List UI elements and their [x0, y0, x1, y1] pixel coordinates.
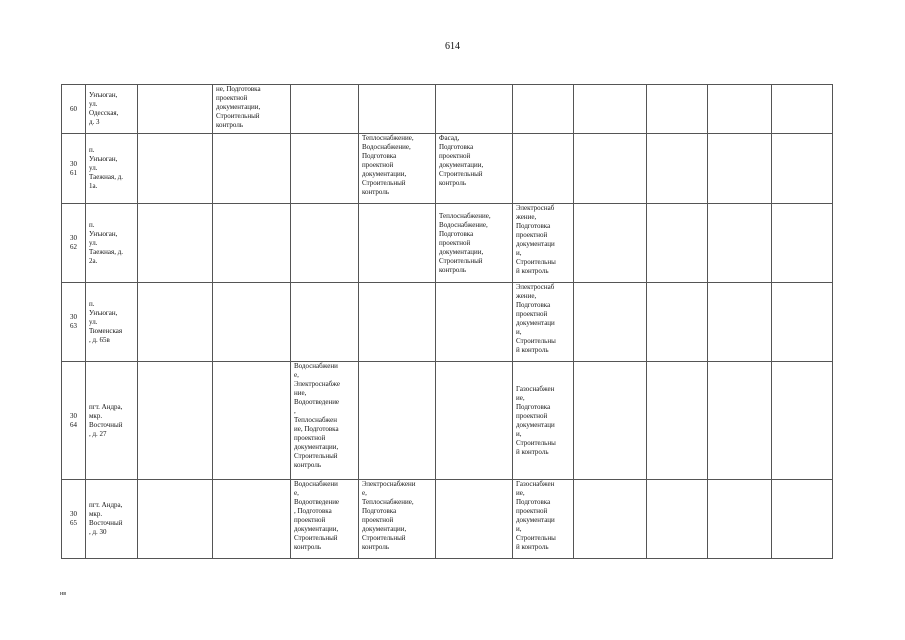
- work-type-cell: [708, 480, 772, 559]
- address-cell: п. Унъюган, ул. Таежная, д. 2а.: [86, 204, 138, 283]
- row-number-cell: 30 64: [62, 362, 86, 480]
- work-type-cell: [574, 283, 647, 362]
- work-type-cell: [513, 134, 574, 204]
- work-type-cell: Электроснабжени е, Теплоснабжение, Подготовка проектной документации, Строительный контроль: [359, 480, 436, 559]
- work-type-cell: [647, 362, 708, 480]
- work-type-cell: [213, 134, 291, 204]
- table-row: [62, 85, 833, 134]
- work-type-cell: [647, 85, 708, 134]
- footer-mark: нв: [60, 591, 67, 597]
- row-number-cell: 60: [62, 85, 86, 134]
- work-type-cell: [647, 134, 708, 204]
- work-type-cell: Газоснабжен ие, Подготовка проектной документаци и, Строительны й контроль: [513, 480, 574, 559]
- work-type-cell: [213, 480, 291, 559]
- page-number: 614: [445, 41, 460, 52]
- row-number-cell: 30 62: [62, 204, 86, 283]
- row-number-cell: 30 63: [62, 283, 86, 362]
- work-type-cell: [772, 362, 833, 480]
- table-row: [62, 480, 833, 559]
- work-type-cell: Газоснабжен ие, Подготовка проектной документаци и, Строительны й контроль: [513, 362, 574, 480]
- work-type-cell: Водоснабжени е, Водоотведение , Подготовка проектной документации, Строительный контроль: [291, 480, 359, 559]
- work-type-cell: [213, 204, 291, 283]
- works-registry-table: [61, 84, 833, 559]
- table-row: [62, 362, 833, 480]
- address-cell: п. Унъюган, ул. Таежная, д. 1а.: [86, 134, 138, 204]
- work-type-cell: [436, 283, 513, 362]
- work-type-cell: [138, 480, 213, 559]
- work-type-cell: Фасад, Подготовка проектной документации, Строительный контроль: [436, 134, 513, 204]
- work-type-cell: [291, 85, 359, 134]
- work-type-cell: [708, 85, 772, 134]
- work-type-cell: [574, 204, 647, 283]
- work-type-cell: [513, 85, 574, 134]
- work-type-cell: [708, 362, 772, 480]
- work-type-cell: [359, 204, 436, 283]
- work-type-cell: [574, 362, 647, 480]
- work-type-cell: [772, 283, 833, 362]
- work-type-cell: [436, 85, 513, 134]
- work-type-cell: [574, 480, 647, 559]
- table-row: [62, 204, 833, 283]
- table-row: [62, 283, 833, 362]
- work-type-cell: [359, 283, 436, 362]
- work-type-cell: [708, 204, 772, 283]
- table-body: [62, 85, 833, 559]
- work-type-cell: не, Подготовка проектной документации, Строительный контроль: [213, 85, 291, 134]
- work-type-cell: [708, 134, 772, 204]
- work-type-cell: [574, 134, 647, 204]
- work-type-cell: [138, 362, 213, 480]
- work-type-cell: [291, 134, 359, 204]
- work-type-cell: Теплоснабжение, Водоснабжение, Подготовка проектной документации, Строительный контроль: [436, 204, 513, 283]
- work-type-cell: [213, 362, 291, 480]
- work-type-cell: [772, 204, 833, 283]
- work-type-cell: [772, 480, 833, 559]
- work-type-cell: [138, 85, 213, 134]
- work-type-cell: [708, 283, 772, 362]
- work-type-cell: [138, 283, 213, 362]
- work-type-cell: [213, 283, 291, 362]
- row-number-cell: 30 65: [62, 480, 86, 559]
- address-cell: пгт. Андра, мкр. Восточный , д. 30: [86, 480, 138, 559]
- address-cell: пгт. Андра, мкр. Восточный , д. 27: [86, 362, 138, 480]
- address-cell: п. Унъюган, ул. Тюменская , д. 65в: [86, 283, 138, 362]
- work-type-cell: Теплоснабжение, Водоснабжение, Подготовка проектной документации, Строительный контроль: [359, 134, 436, 204]
- work-type-cell: [138, 134, 213, 204]
- work-type-cell: [772, 134, 833, 204]
- work-type-cell: Водоснабжени е, Электроснабже ние, Водоотведение , Теплоснабжен ие, Подготовка проектной документации, Строительный контроль: [291, 362, 359, 480]
- work-type-cell: [359, 85, 436, 134]
- work-type-cell: [574, 85, 647, 134]
- work-type-cell: Электроснаб жение, Подготовка проектной документаци и, Строительны й контроль: [513, 204, 574, 283]
- work-type-cell: [647, 204, 708, 283]
- work-type-cell: [436, 362, 513, 480]
- work-type-cell: Электроснаб жение, Подготовка проектной документаци и, Строительны й контроль: [513, 283, 574, 362]
- work-type-cell: [138, 204, 213, 283]
- work-type-cell: [359, 362, 436, 480]
- address-cell: Унъюган, ул. Одесская, д. 3: [86, 85, 138, 134]
- table-row: [62, 134, 833, 204]
- work-type-cell: [647, 283, 708, 362]
- row-number-cell: 30 61: [62, 134, 86, 204]
- work-type-cell: [436, 480, 513, 559]
- work-type-cell: [291, 283, 359, 362]
- work-type-cell: [647, 480, 708, 559]
- work-type-cell: [772, 85, 833, 134]
- work-type-cell: [291, 204, 359, 283]
